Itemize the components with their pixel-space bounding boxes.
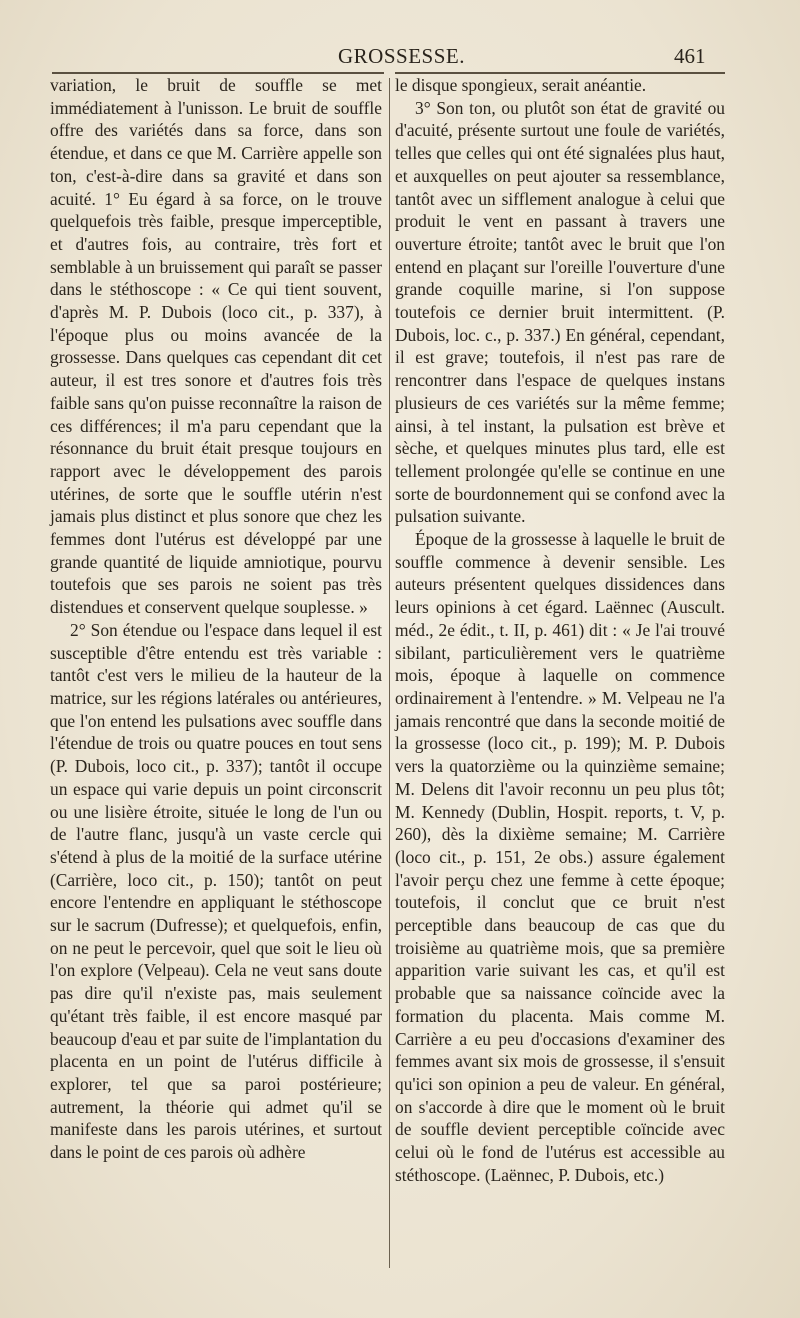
paragraph: variation, le bruit de souffle se met immédiatement à l'unisson. Le bruit de souffle offre des variétés dans sa force, dans son étendue, et dans ce que M. Carrière appelle son ton, c'est-à-dire dans sa gravité et dans son acuité. 1° Eu égard à sa force, on le trouve quelquefois très faible, presque imperceptible, et d'autres fois, au contraire, très fort et semblable à un bruissement qui paraît se passer dans le stéthoscope : « Ce qui tient souvent, d'après M. P. Dubois (loco cit., p. 337), à l'époque plus ou moins avancée de la grossesse. Dans quelques cas cependant dit cet auteur, il est tres sonore et d'autres fois très faible sans qu'on puisse reconnaître la raison de ces différences; il m'a paru cependant que la résonnance du bruit était presque toujours en rapport avec le développement des parois utérines, de sorte que le souffle utérin n'est jamais plus distinct et plus sonore que chez les femmes dont l'utérus est développé par une grande quantité de liquide amniotique, pourvu toutefois que ses parois ne soient pas très distendues et conservent quelque souplesse. » [50,75,382,618]
page-number: 461 [674,44,706,68]
paragraph: le disque spongieux, serait anéantie. [395,75,647,95]
paragraph: Époque de la grossesse à laquelle le bruit de souffle commence à devenir sensible. Les auteurs présentent quelques dissidences dans leurs opinions à cet égard. Laënnec (Auscult. méd., 2e édit., t. II, p. 461) dit : « Je l'ai trouvé sibilant, particulièrement vers le quatrième mois, époque à laquelle on commence ordinairement à l'entendre. » M. Velpeau ne l'a jamais rencontré que dans la seconde moitié de la grossesse (loco cit., p. 199); M. P. Dubois vers la quatorzième ou la quinzième semaine; M. Delens dit l'avoir reconnu un peu plus tôt; M. Kennedy (Dublin, Hospit. reports, t. V, p. 260), dès la dixième semaine; M. Carrière (loco cit., p. 151, 2e obs.) assure également l'avoir perçu chez une femme à cette époque; toutefois, il conclut que ce bruit n'est perceptible dans beaucoup de cas que du troisième au quatrième mois, que sa première apparition varie suivant les cas, et qu'il est probable que sa naissance coïncide avec la formation du placenta. Mais comme M. Carrière a eu peu d'occasions d'examiner des femmes avant six mois de grossesse, il s'ensuit qu'ici son opinion a peu de valeur. En général, on s'accorde à dire que le moment où le bruit de souffle devient perceptible coïncide avec celui où le fond de l'utérus est accessible au stéthoscope. (Laënnec, P. Dubois, etc.) [395,529,725,1185]
right-column [395,74,725,1186]
paragraph: 3° Son ton, ou plutôt son état de gravité ou d'acuité, présente surtout une foule de variétés, telles que celles qui ont été signalées plus haut, et auxquelles on peut ajouter sa ressemblance, tantôt avec un sifflement analogue à celui que produit le vent en passant à travers une ouverture étroite; tantôt avec le bruit que l'on entend en plaçant sur l'oreille l'ouverture d'une grande coquille marine, si l'on suppose toutefois ce dernier bruit intermittent. (P. Dubois, loc. c., p. 337.) En général, cependant, il est grave; toutefois, il n'est pas rare de rencontrer dans l'espace de quelques instans plusieurs de ces variétés sur la même femme; ainsi, à tel instant, la pulsation est brève et sèche, et quelques minutes plus tard, elle est tellement prolongée qu'elle se continue en une sorte de bourdonnement qui se confond avec la pulsation suivante. [395,97,725,527]
column-divider [389,78,390,1268]
running-head [0,44,800,74]
left-column [50,74,382,1164]
running-head-title: GROSSESSE. [338,44,465,68]
paragraph: 2° Son étendue ou l'espace dans lequel il est susceptible d'être entendu est très variable : tantôt c'est vers le milieu de la hauteur de la matrice, sur les régions latérales ou antérieures, que l'on entend les pulsations avec souffle dans l'étendue de trois ou quatre pouces en tout sens (P. Dubois, loco cit., p. 337); tantôt il occupe un espace qui varie depuis un point circonscrit ou une lisière étroite, située le long de l'un ou de l'autre flanc, jusqu'à un vaste cercle qui s'étend à plus de la moitié de la surface utérine (Carrière, loco cit., p. 150); tantôt on peut encore l'entendre en appliquant le stéthoscope sur le sacrum (Dufresse); et quelquefois, enfin, on ne peut le percevoir, quel que soit le lieu où l'on explore (Velpeau). Cela ne veut sans doute pas dire qu'il n'existe pas, mais seulement qu'étant très faible, il est encore masqué par beaucoup d'eau et par suite de l'implantation du placenta en un point de l'utérus difficile à explorer, tel que sa paroi postérieure; autrement, la théorie qui admet qu'il se manifeste dans les parois utérines, et surtout dans le point de ces parois où adhère [50,619,382,1163]
